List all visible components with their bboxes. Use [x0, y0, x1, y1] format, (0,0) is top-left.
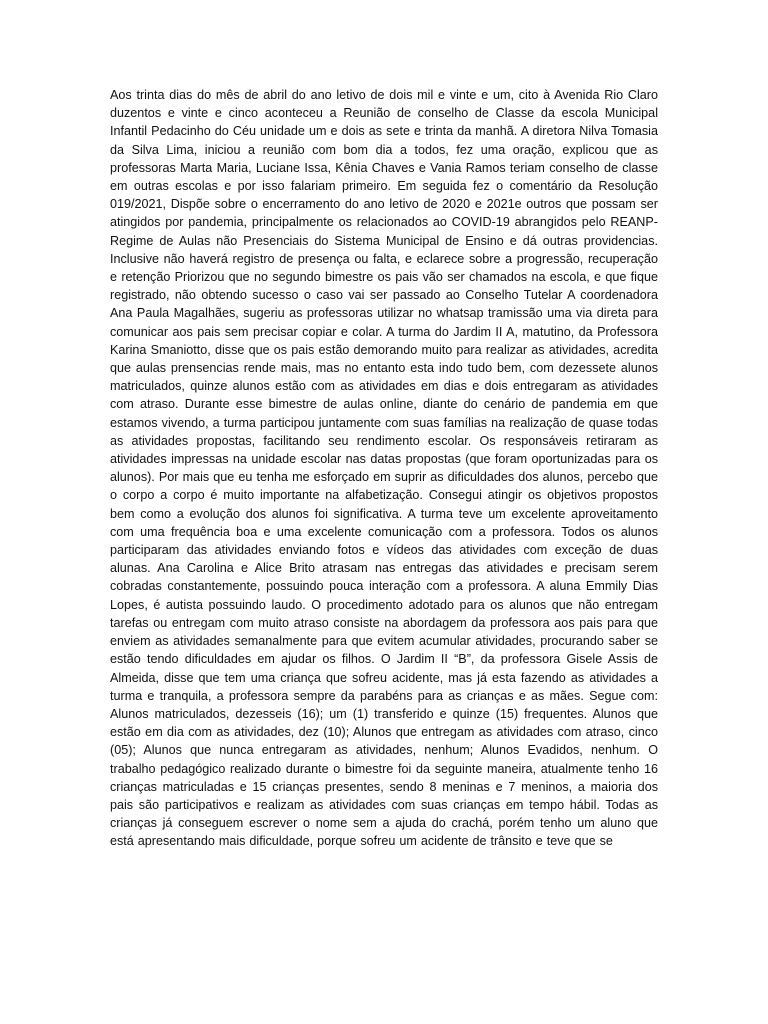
meeting-minutes-paragraph: Aos trinta dias do mês de abril do ano letivo de dois mil e vinte e um, cito à Avenida Rio Claro duzentos e vinte e cinco aconteceu a Reunião de conselho de Classe da escola Municipal Infantil Pedacinho do Céu unidade um e dois as sete e trinta da manhã. A diretora Nilva Tomasia da Silva Lima, iniciou a reunião com bom dia a todos, fez uma oração, explicou que as professoras Marta Maria, Luciane Issa, Kênia Chaves e Vania Ramos teriam conselho de classe em outras escolas e por isso falariam primeiro. Em seguida fez o comentário da Resolução 019/2021, Dispõe sobre o encerramento do ano letivo de 2020 e 2021e outros que possam ser atingidos por pandemia, principalmente os relacionados ao COVID-19 abrangidos pelo REANP- Regime de Aulas não Presenciais do Sistema Municipal de Ensino e dá outras providencias. Inclusive não haverá registro de presença ou falta, e eclarece sobre a progressão, recuperação e retenção Priorizou que no segundo bimestre os pais vão ser chamados na escola, e que fique registrado, não obtendo sucesso o caso vai ser passado ao Conselho Tutelar A coordenadora Ana Paula Magalhães, sugeriu as professoras utilizar no whatsap tramissão uma via direta para comunicar aos pais sem precisar copiar e colar. A turma do Jardim II A, matutino, da Professora Karina Smaniotto, disse que os pais estão demorando muito para realizar as atividades, acredita que aulas prensencias rende mais, mas no entanto esta indo tudo bem, com dezessete alunos matriculados, quinze alunos estão com as atividades em dias e dois entregaram as atividades com atraso. Durante esse bimestre de aulas online, diante do cenário de pandemia em que estamos vivendo, a turma participou juntamente com suas famílias na realização de quase todas as atividades propostas, facilitando seu rendimento escolar. Os responsáveis retiraram as atividades impressas na unidade escolar nas datas propostas (que foram oportunizadas para os alunos). Por mais que eu tenha me esforçado em suprir as dificuldades dos alunos, percebo que o corpo a corpo é muito importante na alfabetização. Consegui atingir os objetivos propostos bem como a evolução dos alunos foi significativa. A turma teve um excelente aproveitamento com uma frequência boa e uma excelente comunicação com a professora. Todos os alunos participaram das atividades enviando fotos e vídeos das atividades com exceção de duas alunas. Ana Carolina e Alice Brito atrasam nas entregas das atividades e precisam serem cobradas constantemente, possuindo pouca interação com a professora. A aluna Emmily Dias Lopes, é autista possuindo laudo. O procedimento adotado para os alunos que não entregam tarefas ou entregam com muito atraso consiste na abordagem da professora aos pais para que enviem as atividades semanalmente para que evitem acumular atividades, procurando saber se estão tendo dificuldades em ajudar os filhos. O Jardim II “B”, da professora Gisele Assis de Almeida, disse que tem uma criança que sofreu acidente, mas já esta fazendo as atividades a turma e tranquila, a professora sempre da parabéns para as crianças e as mães. Segue com: Alunos matriculados, dezesseis (16); um (1) transferido e quinze (15) frequentes. Alunos que estão em dia com as atividades, dez (10); Alunos que entregam as atividades com atraso, cinco (05); Alunos que nunca entregaram as atividades, nenhum; Alunos Evadidos, nenhum. O trabalho pedagógico realizado durante o bimestre foi da seguinte maneira, atualmente tenho 16 crianças matriculadas e 15 crianças presentes, sendo 8 meninas e 7 meninos, a maioria dos pais são participativos e realizam as atividades com suas crianças em tempo hábil. Todas as crianças já conseguem escrever o nome sem a ajuda do crachá, porém tenho um aluno que está apresentando mais dificuldade, porque sofreu um acidente de trânsito e teve que se: [110, 88, 658, 849]
